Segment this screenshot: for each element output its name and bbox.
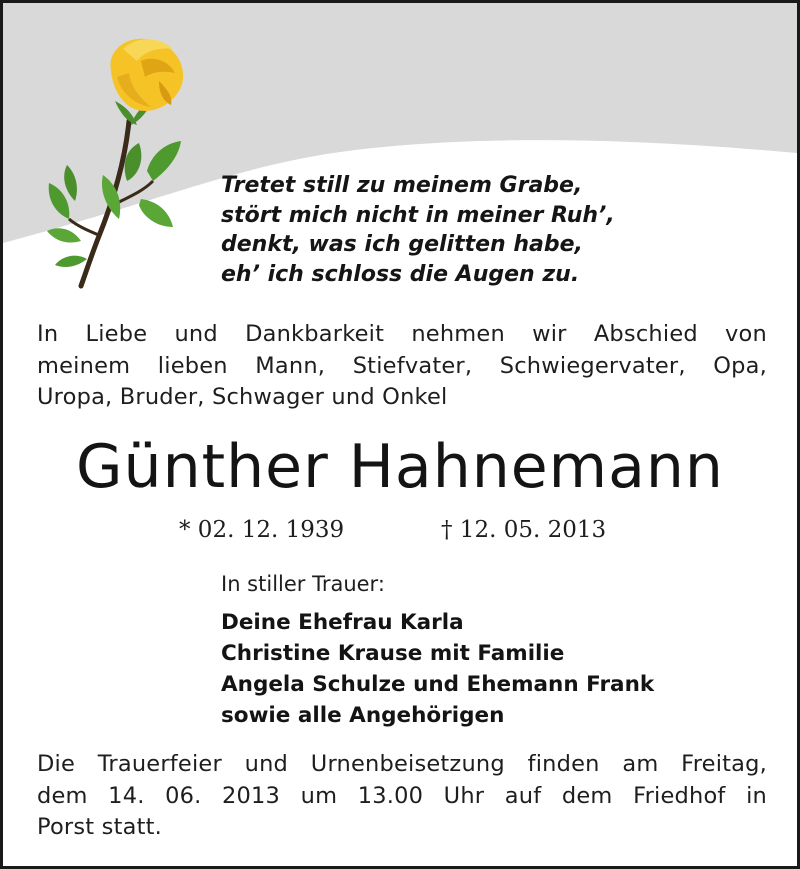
intro-line: In Liebe und Dankbarkeit nehmen wir Abschied von [37, 321, 767, 347]
intro-text [37, 319, 767, 414]
family-member: Christine Krause mit Familie [221, 641, 565, 666]
death-date: † 12. 05. 2013 [441, 517, 607, 543]
rose-image [41, 31, 191, 291]
poem [221, 171, 615, 289]
poem-line: eh’ ich schloss die Augen zu. [221, 261, 580, 287]
intro-line: Uropa, Bruder, Schwager und Onkel [37, 384, 448, 410]
funeral-line: Porst statt. [37, 814, 163, 840]
deceased-name: Günther Hahnemann [76, 432, 724, 502]
intro-line: meinem lieben Mann, Stiefvater, Schwiegervater, Opa, [37, 352, 767, 379]
family-member: sowie alle Angehörigen [221, 703, 505, 728]
family-list [221, 607, 654, 731]
poem-line: denkt, was ich gelitten habe, [221, 232, 583, 257]
family-member: Angela Schulze und Ehemann Frank [221, 672, 655, 697]
family-member: Deine Ehefrau Karla [221, 610, 464, 635]
poem-line: Tretet still zu meinem Grabe, [221, 173, 583, 198]
funeral-line: dem 14. 06. 2013 um 13.00 Uhr auf dem Friedhof in [37, 782, 767, 809]
funeral-line: Die Trauerfeier und Urnenbeisetzung finden am Freitag, [37, 751, 767, 777]
funeral-notice [37, 749, 767, 844]
poem-line: stört mich nicht in meiner Ruh’, [221, 202, 615, 228]
mourning-heading: In stiller Trauer: [221, 572, 385, 596]
birth-date: * 02. 12. 1939 [179, 517, 345, 543]
